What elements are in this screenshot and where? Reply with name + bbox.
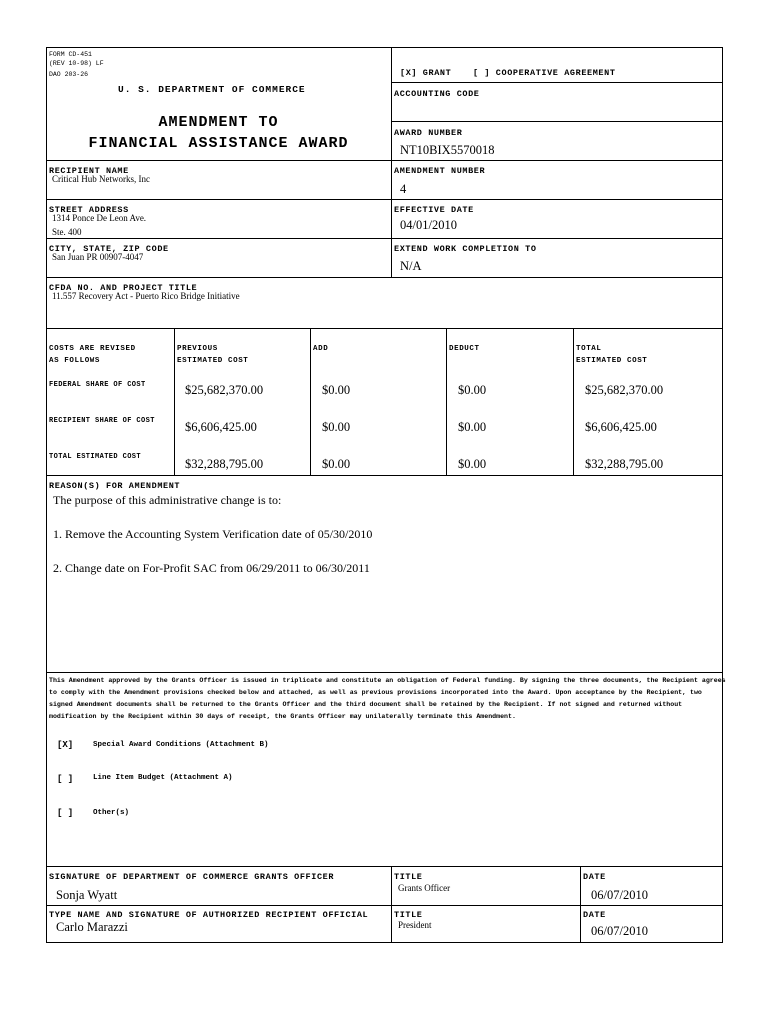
cost-header-col5-line2: ESTIMATED COST (576, 357, 648, 365)
line-item-budget-checkbox[interactable]: [ ] (57, 774, 74, 784)
recipient-date: 06/07/2010 (591, 924, 648, 938)
city-state-zip-label: CITY, STATE, ZIP CODE (49, 244, 169, 254)
others-label: Other(s) (93, 809, 130, 817)
table-cell-total: $6,606,425.00 (585, 420, 657, 434)
agency-name: U. S. DEPARTMENT OF COMMERCE (118, 84, 306, 95)
award-number-label: AWARD NUMBER (394, 128, 463, 138)
others-checkbox[interactable]: [ ] (57, 808, 74, 818)
reason-item-1: 1. Remove the Accounting System Verification date of 05/30/2010 (53, 527, 373, 541)
reasons-intro: The purpose of this administrative change is to: (53, 493, 282, 507)
table-cell-previous: $6,606,425.00 (185, 420, 257, 434)
grant-checkbox[interactable]: [X] GRANT (400, 68, 452, 78)
officer-title: Grants Officer (398, 883, 451, 893)
cfda-value: 11.557 Recovery Act - Puerto Rico Bridge Initiative (52, 291, 240, 301)
amendment-number-value: 4 (400, 182, 407, 196)
recipient-title-label: TITLE (394, 910, 423, 920)
amendment-number-label: AMENDMENT NUMBER (394, 166, 486, 176)
table-cell-deduct: $0.00 (458, 457, 487, 471)
extend-completion-value: N/A (400, 259, 422, 273)
recipient-name-label: RECIPIENT NAME (49, 166, 129, 176)
cfda-label: CFDA NO. AND PROJECT TITLE (49, 283, 198, 293)
cost-header-col1-line2: AS FOLLOWS (49, 357, 101, 365)
street-address-line-2: Ste. 400 (52, 227, 82, 237)
table-row-label: RECIPIENT SHARE OF COST (49, 417, 155, 425)
line-item-budget-label: Line Item Budget (Attachment A) (93, 774, 233, 782)
award-number-value: NT10BIX5570018 (400, 143, 495, 157)
table-cell-total: $25,682,370.00 (585, 383, 664, 397)
amendment-notice: This Amendment approved by the Grants Officer is issued in triplicate and constitute an obligation of Federal funding. By signing the three documents, the Recipient agrees to comply with the Amendment provisions checked below and attached, as well as previous provisions incorporated into the Award. Upon acceptance by the Recipient, two signed Amendment documents shall be returned to the Grants Officer and the third document shall be retained by the Recipient. If not signed and returned without modification by the Recipient within 30 days of receipt, the Grants Officer may unilaterally terminate this Amendment. (49, 677, 726, 720)
table-cell-deduct: $0.00 (458, 383, 487, 397)
table-cell-add: $0.00 (322, 457, 351, 471)
table-row-label: FEDERAL SHARE OF COST (49, 381, 146, 389)
form-revision: (REV 10-98) LF (49, 60, 104, 67)
officer-signature-label: SIGNATURE OF DEPARTMENT OF COMMERCE GRANTS OFFICER (49, 872, 335, 882)
officer-date: 06/07/2010 (591, 888, 648, 902)
recipient-signature-label: TYPE NAME AND SIGNATURE OF AUTHORIZED RECIPIENT OFFICIAL (49, 910, 369, 920)
special-award-conditions-checkbox[interactable]: [X] (57, 740, 74, 750)
officer-date-label: DATE (583, 872, 606, 882)
accounting-code-label: ACCOUNTING CODE (394, 89, 480, 99)
table-row-label: TOTAL ESTIMATED COST (49, 453, 142, 461)
reason-item-2: 2. Change date on For-Profit SAC from 06/29/2011 to 06/30/2011 (53, 561, 370, 575)
recipient-official-name: Carlo Marazzi (56, 920, 128, 934)
title-line-2: FINANCIAL ASSISTANCE AWARD (88, 135, 349, 152)
cost-header-col1-line1: COSTS ARE REVISED (49, 345, 136, 353)
table-cell-previous: $32,288,795.00 (185, 457, 264, 471)
table-cell-total: $32,288,795.00 (585, 457, 664, 471)
officer-name: Sonja Wyatt (56, 888, 118, 902)
table-cell-previous: $25,682,370.00 (185, 383, 264, 397)
cost-header-col5-line1: TOTAL (576, 345, 602, 353)
cost-header-col4: DEDUCT (449, 345, 480, 353)
title-line-1: AMENDMENT TO (158, 114, 279, 131)
cost-header-col3: ADD (313, 345, 329, 353)
effective-date-label: EFFECTIVE DATE (394, 205, 474, 215)
recipient-title: President (398, 920, 432, 930)
table-cell-deduct: $0.00 (458, 420, 487, 434)
cost-header-col2-line1: PREVIOUS (177, 345, 218, 353)
table-cell-add: $0.00 (322, 420, 351, 434)
street-address-label: STREET ADDRESS (49, 205, 129, 215)
cost-header-col2-line2: ESTIMATED COST (177, 357, 249, 365)
form-dao: DAO 203-26 (49, 71, 89, 78)
street-address-line-1: 1314 Ponce De Leon Ave. (52, 213, 147, 223)
reasons-label: REASON(S) FOR AMENDMENT (49, 481, 181, 491)
officer-title-label: TITLE (394, 872, 423, 882)
city-state-zip-value: San Juan PR 00907-4047 (52, 252, 144, 262)
cooperative-agreement-checkbox[interactable]: [ ] COOPERATIVE AGREEMENT (473, 68, 616, 78)
form-id: FORM CD-451 (49, 51, 92, 58)
special-award-conditions-label: Special Award Conditions (Attachment B) (93, 741, 269, 749)
recipient-name-value: Critical Hub Networks, Inc (52, 174, 150, 184)
recipient-date-label: DATE (583, 910, 606, 920)
extend-completion-label: EXTEND WORK COMPLETION TO (394, 244, 537, 254)
table-cell-add: $0.00 (322, 383, 351, 397)
effective-date-value: 04/01/2010 (400, 218, 457, 232)
